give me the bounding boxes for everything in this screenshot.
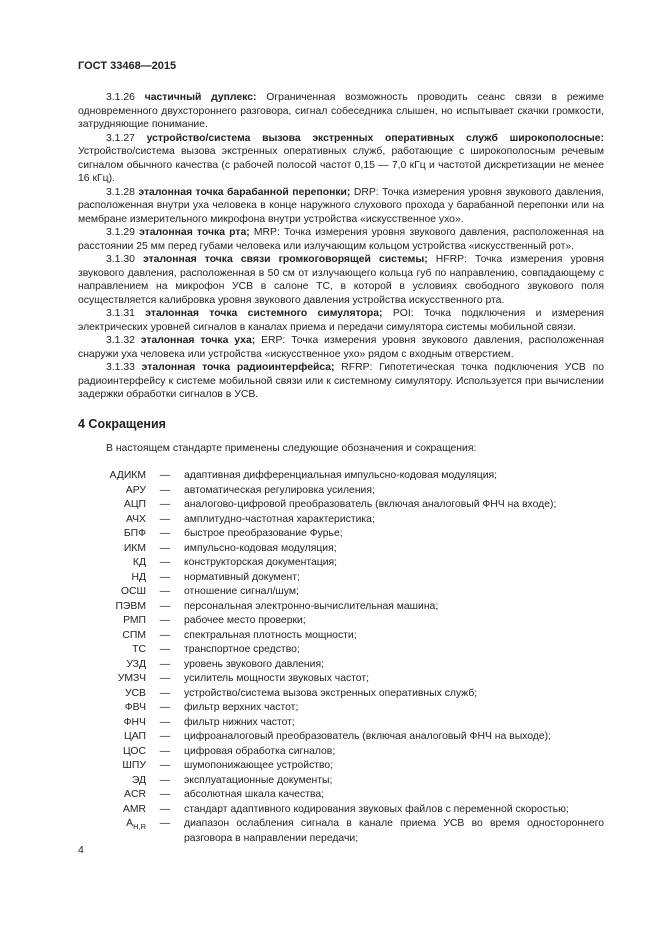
document-header: ГОСТ 33468—2015: [78, 60, 177, 72]
abbreviation-row: [78, 803, 604, 818]
dash: —: [159, 528, 171, 539]
abbreviation-row: [78, 629, 604, 644]
definition: 3.1.30 эталонная точка связи громкоговорящей системы; HFRP: Точка измерения уровня звукового давления, расположенная в 50 см от излучающего кольца губ по направлению, совпадающему с направлением на микрофон УСВ в салоне ТС, в которой в условиях свободного звукового поля осуществляется калибровка уровня звукового давления устройства искусственного рта.: [78, 254, 605, 306]
dash: —: [159, 499, 171, 510]
abbreviation-meaning: цифроаналоговый преобразователь (включая аналоговый ФНЧ на выходе);: [184, 731, 551, 742]
abbreviation-meaning: адаптивная дифференциальная импульсно-кодовая модуляция;: [184, 470, 498, 481]
dash: —: [159, 774, 171, 786]
abbreviation-row: [78, 759, 604, 774]
definitions: [78, 91, 604, 402]
abbreviation-row: [78, 498, 604, 513]
abbreviation: $A_{H,R}$: [126, 818, 146, 832]
abbreviation-list: [78, 469, 604, 846]
abbreviation: ПЭВМ: [115, 600, 146, 612]
dash: —: [159, 803, 171, 815]
abbreviation-row: [78, 788, 604, 803]
abbreviation-meaning: аналогово-цифровой преобразователь (включая аналоговый ФНЧ на входе);: [184, 499, 557, 510]
abbreviation: ЦОС: [122, 745, 146, 757]
abbreviation-row: [78, 542, 604, 557]
section-intro: В настоящем стандарте применены следующие обозначения и сокращения:: [106, 443, 477, 454]
abbreviation-meaning: амплитудно-частотная характеристика;: [184, 513, 375, 525]
page-number: 4: [78, 845, 84, 856]
dash: —: [159, 789, 171, 800]
abbreviation: ЦАП: [124, 731, 146, 742]
abbreviation-meaning: рабочее место проверки;: [184, 615, 306, 626]
abbreviation: УСВ: [124, 687, 146, 699]
abbreviation: АДИКМ: [109, 470, 146, 481]
abbreviation-row: [78, 469, 604, 484]
dash: —: [159, 600, 171, 612]
abbreviation-meaning: цифровая обработка сигналов;: [184, 745, 336, 757]
definition: 3.1.32 эталонная точка уха; ERP: Точка измерения уровня звукового давления, расположенная снаружи уха человека или устройства «искусственное ухо» рядом с входным отверстием.: [78, 335, 604, 360]
abbreviation-row: [78, 513, 604, 528]
dash: —: [159, 470, 171, 481]
abbreviation-row: [78, 643, 604, 658]
abbreviation-meaning: спектральная плотность мощности;: [184, 629, 357, 641]
abbreviation: РМП: [123, 615, 146, 626]
abbreviation: УМЗЧ: [117, 673, 146, 684]
abbreviation: ОСШ: [120, 586, 146, 597]
abbreviation: ACR: [124, 789, 146, 800]
definition: 3.1.31 эталонная точка системного симулятора; POI: Точка подключения и измерения электрических уровней сигналов в каналах приема и передачи симулятора системы мобильной связи.: [78, 308, 604, 333]
dash: —: [159, 586, 171, 597]
abbreviation-meaning: нормативный документ;: [184, 571, 300, 583]
abbreviation-row: [78, 556, 604, 571]
dash: —: [159, 687, 171, 699]
abbreviation-meaning: автоматическая регулировка усиления;: [184, 484, 375, 496]
definition: 3.1.33 эталонная точка радиоинтерфейса; RFRP: Гипотетическая точка подключения УСВ по радиоинтерфейсу к системе мобильной связи или к системному симулятору. Используется при вычислении задержки обработки сигналов в УСВ.: [78, 362, 604, 400]
abbreviation: АЧХ: [126, 513, 146, 525]
abbreviation-meaning: уровень звукового давления;: [184, 658, 324, 670]
abbreviation: ШПУ: [122, 760, 146, 771]
abbreviation: ЭД: [131, 774, 146, 786]
dash: —: [159, 629, 171, 641]
definition: 3.1.26 частичный дуплекс: Ограниченная возможность проводить сеанс связи в режиме одновременного двухстороннего разговора, сигнал собеседника слышен, но испытывает скачки громкости, затрудняющие понимание.: [78, 92, 604, 130]
dash: —: [159, 658, 171, 670]
abbreviation-row: [78, 527, 604, 542]
dash: —: [159, 760, 171, 771]
abbreviation-row: [78, 716, 604, 731]
definition: 3.1.28 эталонная точка барабанной перепонки; DRP: Точка измерения уровня звукового давления, расположенная внутри уха человека в конце наружного слухового прохода у барабанной перепонки или на мембране измерительного микрофона внутри устройства «искусственное ухо».: [78, 186, 605, 225]
dash: —: [159, 745, 171, 757]
abbreviation-row: [78, 658, 604, 673]
dash: —: [159, 673, 171, 684]
abbreviation-row: [78, 687, 604, 702]
dash: —: [159, 484, 171, 496]
abbreviation-row: [78, 484, 604, 499]
abbreviation-meaning: диапазон ослабления сигнала в канале приема УСВ во время одностороннего разговора в направлении передачи;: [184, 818, 604, 844]
abbreviation-meaning: усилитель мощности звуковых частот;: [184, 673, 370, 684]
dash: —: [159, 513, 171, 525]
abbreviation-meaning: фильтр нижних частот;: [184, 716, 295, 728]
abbreviation-row: [78, 571, 604, 586]
abbreviation-meaning: отношение сигнал/шум;: [184, 586, 299, 597]
abbreviation: АРУ: [125, 484, 146, 496]
abbreviation-row: [78, 585, 604, 600]
abbreviation: ФВЧ: [124, 702, 146, 713]
abbreviation-row: [78, 730, 604, 745]
dash: —: [159, 557, 171, 568]
abbreviation: НД: [131, 571, 146, 583]
abbreviation: ФНЧ: [123, 716, 146, 728]
abbreviation-meaning: транспортное средство;: [184, 644, 300, 655]
abbreviation-row: [78, 672, 604, 687]
abbreviation-meaning: эксплуатационные документы;: [184, 774, 333, 786]
abbreviation: ИКМ: [123, 542, 146, 554]
abbreviation-row: [78, 817, 604, 846]
abbreviation-row: [78, 774, 604, 789]
abbreviation: АЦП: [123, 499, 146, 510]
abbreviation-meaning: конструкторская документация;: [184, 557, 338, 568]
abbreviation-meaning: персональная электронно-вычислительная машина;: [184, 600, 439, 612]
dash: —: [159, 644, 171, 655]
abbreviation-meaning: стандарт адаптивного кодирования звуковых файлов с переменной скоростью;: [184, 803, 569, 815]
abbreviation-meaning: фильтр верхних частот;: [184, 702, 299, 713]
abbreviation: УЗД: [126, 658, 146, 670]
abbreviation: КД: [132, 557, 146, 568]
abbreviation-meaning: шумопонижающее устройство;: [184, 760, 334, 771]
abbreviation-row: [78, 614, 604, 629]
abbreviation: БПФ: [123, 528, 146, 539]
dash: —: [159, 818, 171, 829]
abbreviation-meaning: устройство/система вызова экстренных оперативных служб;: [184, 687, 478, 699]
dash: —: [159, 571, 171, 583]
dash: —: [159, 716, 171, 728]
abbreviation: AMR: [122, 803, 146, 815]
abbreviation-row: [78, 600, 604, 615]
abbreviation-row: [78, 745, 604, 760]
abbreviation-meaning: абсолютная шкала качества;: [184, 789, 325, 800]
dash: —: [159, 615, 171, 626]
dash: —: [159, 702, 171, 713]
definition: 3.1.29 эталонная точка рта; MRP: Точка измерения уровня звукового давления, расположенная на расстоянии 25 мм перед губами человека или излучающим кольцом устройства «искусственный рот».: [78, 227, 605, 252]
abbreviation-meaning: быстрое преобразование Фурье;: [184, 528, 343, 539]
abbreviation-meaning: импульсно-кодовая модуляция;: [184, 542, 337, 554]
abbreviation: ТС: [132, 644, 146, 655]
dash: —: [159, 542, 171, 554]
abbreviation-row: [78, 701, 604, 716]
section-title: 4 Сокращения: [78, 417, 166, 431]
definition: 3.1.27 устройство/система вызова экстренных оперативных служб широкополосные: Устройство/система вызова экстренных оперативных служб, работающие с широкополосным речевым сигналом обычного качества (с рабочей полосой частот 0,15 — 7,0 кГц и частотой дискретизации не менее 16 кГц).: [78, 132, 604, 184]
dash: —: [159, 731, 171, 742]
abbreviation: СПМ: [122, 629, 146, 641]
